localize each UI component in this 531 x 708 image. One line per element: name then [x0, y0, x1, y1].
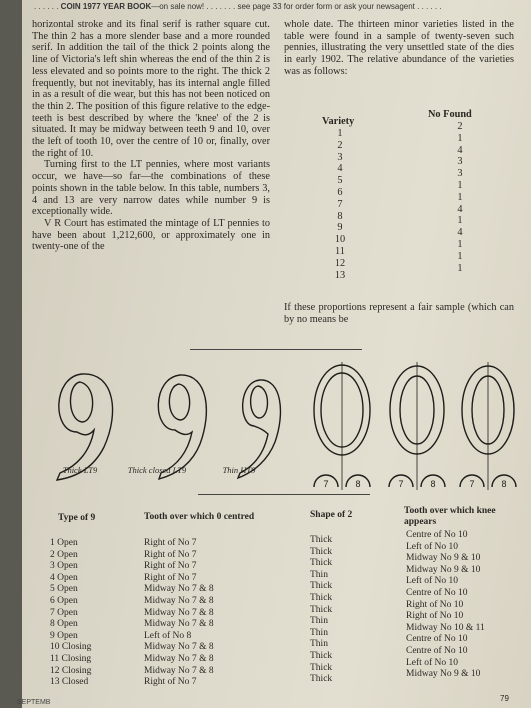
found-cell: 4 — [457, 203, 463, 215]
knee-cell: Midway No 9 & 10 — [406, 564, 481, 575]
paragraph-2: Turning first to the LT pennies, where most variants occur, we have—so far—the combinations of these points shown in the table below. In this table, numbers 3, 4 and 13 are very narrow dates while number 9 is exceptionally wide. — [32, 159, 270, 218]
shape-cell: Thick — [310, 651, 333, 661]
knee-cell: Centre of No 10 — [406, 634, 468, 645]
right-column — [284, 19, 514, 78]
figure-digits — [42, 352, 527, 492]
found-cell: 1 — [457, 191, 463, 203]
found-cell: 4 — [457, 227, 463, 239]
tooth-cell: Midway No 7 & 8 — [144, 665, 214, 676]
tooth-cell: Right of No 7 — [144, 561, 197, 572]
tooth-label: 8 — [430, 479, 436, 489]
tooth-cell: Right of No 7 — [144, 572, 197, 583]
variety-cell: 9 — [337, 222, 343, 234]
tooth-cell: Midway No 7 & 8 — [144, 619, 214, 630]
type-cell: 1 Open — [50, 538, 78, 548]
type-header: Type of 9 — [58, 513, 96, 523]
tooth-label: 8 — [501, 479, 507, 489]
tooth-cell: Right of No 7 — [144, 549, 197, 560]
type-cell: 5 Open — [50, 584, 78, 595]
found-header: No Found — [428, 109, 472, 120]
type-cell: 2 Open — [50, 549, 78, 560]
tooth-cell: Midway No 7 & 8 — [144, 584, 214, 595]
type-cell: 10 Closing — [50, 642, 92, 653]
knee-cell: Left of No 10 — [406, 657, 458, 668]
tooth-cell: Midway No 7 & 8 — [144, 654, 214, 664]
tooth-cell: Left of No 8 — [144, 630, 192, 641]
variety-cell: 13 — [334, 269, 346, 281]
found-cell: 1 — [457, 215, 463, 227]
caption-thin-ht9: Thin HT9 — [222, 465, 256, 475]
shape-cell: Thin — [310, 569, 328, 580]
tooth-cell: Midway No 7 & 8 — [144, 642, 214, 653]
type-cell: 12 Closing — [50, 665, 92, 676]
shape-cell: Thick — [310, 546, 333, 557]
type-cell: 11 Closing — [50, 654, 92, 664]
knee-cell: Midway No 9 & 10 — [406, 669, 481, 680]
caption-thick-closed-lt9: Thick closed LT9 — [127, 465, 187, 475]
found-cell: 1 — [457, 239, 463, 250]
paragraph-3: V R Court has estimated the mintage of LT pennies to have been about 1,212,600, or approximately one in twenty-one of the — [32, 217, 270, 253]
variety-cell: 5 — [337, 175, 343, 187]
knee-cell: Left of No 10 — [406, 541, 458, 552]
tooth-cell: Right of No 7 — [144, 538, 197, 548]
type-cell: 3 Open — [50, 561, 78, 572]
variety-cell: 2 — [337, 139, 343, 151]
found-cell: 3 — [457, 168, 463, 180]
type-cell: 6 Open — [50, 596, 78, 606]
found-cell: 4 — [457, 144, 463, 156]
shape-cell: Thin — [310, 616, 328, 627]
knee-header: Tooth over which knee appears — [404, 506, 496, 527]
knee-cell: Centre of No 10 — [406, 646, 468, 656]
variety-header: Variety — [322, 116, 355, 127]
knee-cell: Midway No 9 & 10 — [406, 553, 481, 564]
shape-cell: Thick — [310, 535, 333, 545]
footer-fragment: SEPTEMB — [17, 699, 51, 706]
shape-cell: Thick — [310, 674, 333, 685]
tooth-label: 7 — [469, 479, 475, 489]
magazine-page — [17, 0, 531, 708]
page-number: 79 — [500, 694, 509, 703]
type-cell: 4 Open — [50, 572, 78, 583]
caption-thick-lt9: Thick LT9 — [62, 465, 98, 475]
variety-cell: 4 — [337, 163, 343, 175]
type-cell: 13 Closed — [50, 677, 89, 688]
shape-cell: Thick — [310, 593, 333, 603]
divider-top — [190, 349, 362, 350]
shape-cell: Thick — [310, 581, 333, 592]
tooth-label: 7 — [398, 479, 404, 489]
paragraph-4: whole date. The thirteen minor varieties listed in the table were found in a sample of twenty-seven such pennies, illustrating the very unsettled state of the dies in early 1902. The relative abundance of the varieties was as follows: — [284, 19, 514, 77]
variety-cell: 3 — [337, 151, 343, 163]
shape-cell: Thick — [310, 558, 333, 569]
variety-cell: 1 — [337, 128, 343, 139]
variety-cell: 10 — [334, 234, 346, 246]
found-cell: 1 — [457, 262, 463, 274]
shape-cell: Thick — [310, 604, 333, 615]
tooth-label: 7 — [323, 479, 329, 489]
found-cell: 3 — [457, 156, 463, 168]
knee-cell: Left of No 10 — [406, 576, 458, 587]
tooth-cell: Midway No 7 & 8 — [144, 596, 214, 606]
tooth-header: Tooth over which 0 centred — [144, 512, 255, 522]
left-column — [32, 19, 270, 253]
divider-bottom — [198, 494, 370, 495]
tooth-cell: Right of No 7 — [144, 677, 197, 688]
found-cell: 1 — [457, 132, 463, 144]
variety-cell: 7 — [337, 198, 343, 210]
found-cell: 1 — [457, 180, 463, 191]
found-cell: 1 — [457, 250, 463, 262]
variety-cell: 6 — [337, 187, 343, 198]
knee-cell: Midway No 10 & 11 — [406, 622, 485, 633]
shape-cell: Thick — [310, 662, 333, 673]
shape-header: Shape of 2 — [310, 510, 353, 520]
variety-cell: 12 — [334, 257, 346, 269]
shape-cell: Thin — [310, 627, 328, 638]
knee-cell: Right of No 10 — [406, 599, 464, 610]
paragraph-5: If these proportions represent a fair sample (which can by no means be — [284, 302, 514, 325]
knee-cell: Right of No 10 — [406, 611, 464, 622]
type-cell: 8 Open — [50, 619, 78, 630]
shape-cell: Thin — [310, 639, 328, 650]
knee-cell: Centre of No 10 — [406, 588, 468, 598]
found-cell: 2 — [457, 121, 463, 132]
type-cell: 9 Open — [50, 630, 78, 641]
type-cell: 7 Open — [50, 607, 78, 618]
paragraph-1: horizontal stroke and its final serif is rather square cut. The thin 2 has a more slender base and a more rounded serif. In addition the tail of the thick 2 points along the line of Victoria's left shin whereas the end of the thin 2 is less elevated and so points more to the right. The thick 2 frequently, but not inevitably, has its internal angle filled in as a result of die wear, but this has not been noticed on the thin 2. The position of this figure relative to the edge-teeth is best described by where the 'knee' of the 2 is situated. It may be midway between teeth 9 and 10, over the left of tooth 10, over the centre of 10 or, finally, over the right of 10. — [32, 19, 270, 159]
knee-cell: Centre of No 10 — [406, 530, 468, 540]
variety-cell: 8 — [337, 210, 343, 222]
variety-cell: 11 — [335, 246, 345, 257]
tooth-label: 8 — [355, 479, 361, 489]
page-banner: . . . . . . COIN 1977 YEAR BOOK—on sale now! . . . . . . . see page 33 for order form or ask your newsagent . . . . . . — [34, 2, 442, 11]
tooth-cell: Midway No 7 & 8 — [144, 607, 214, 618]
